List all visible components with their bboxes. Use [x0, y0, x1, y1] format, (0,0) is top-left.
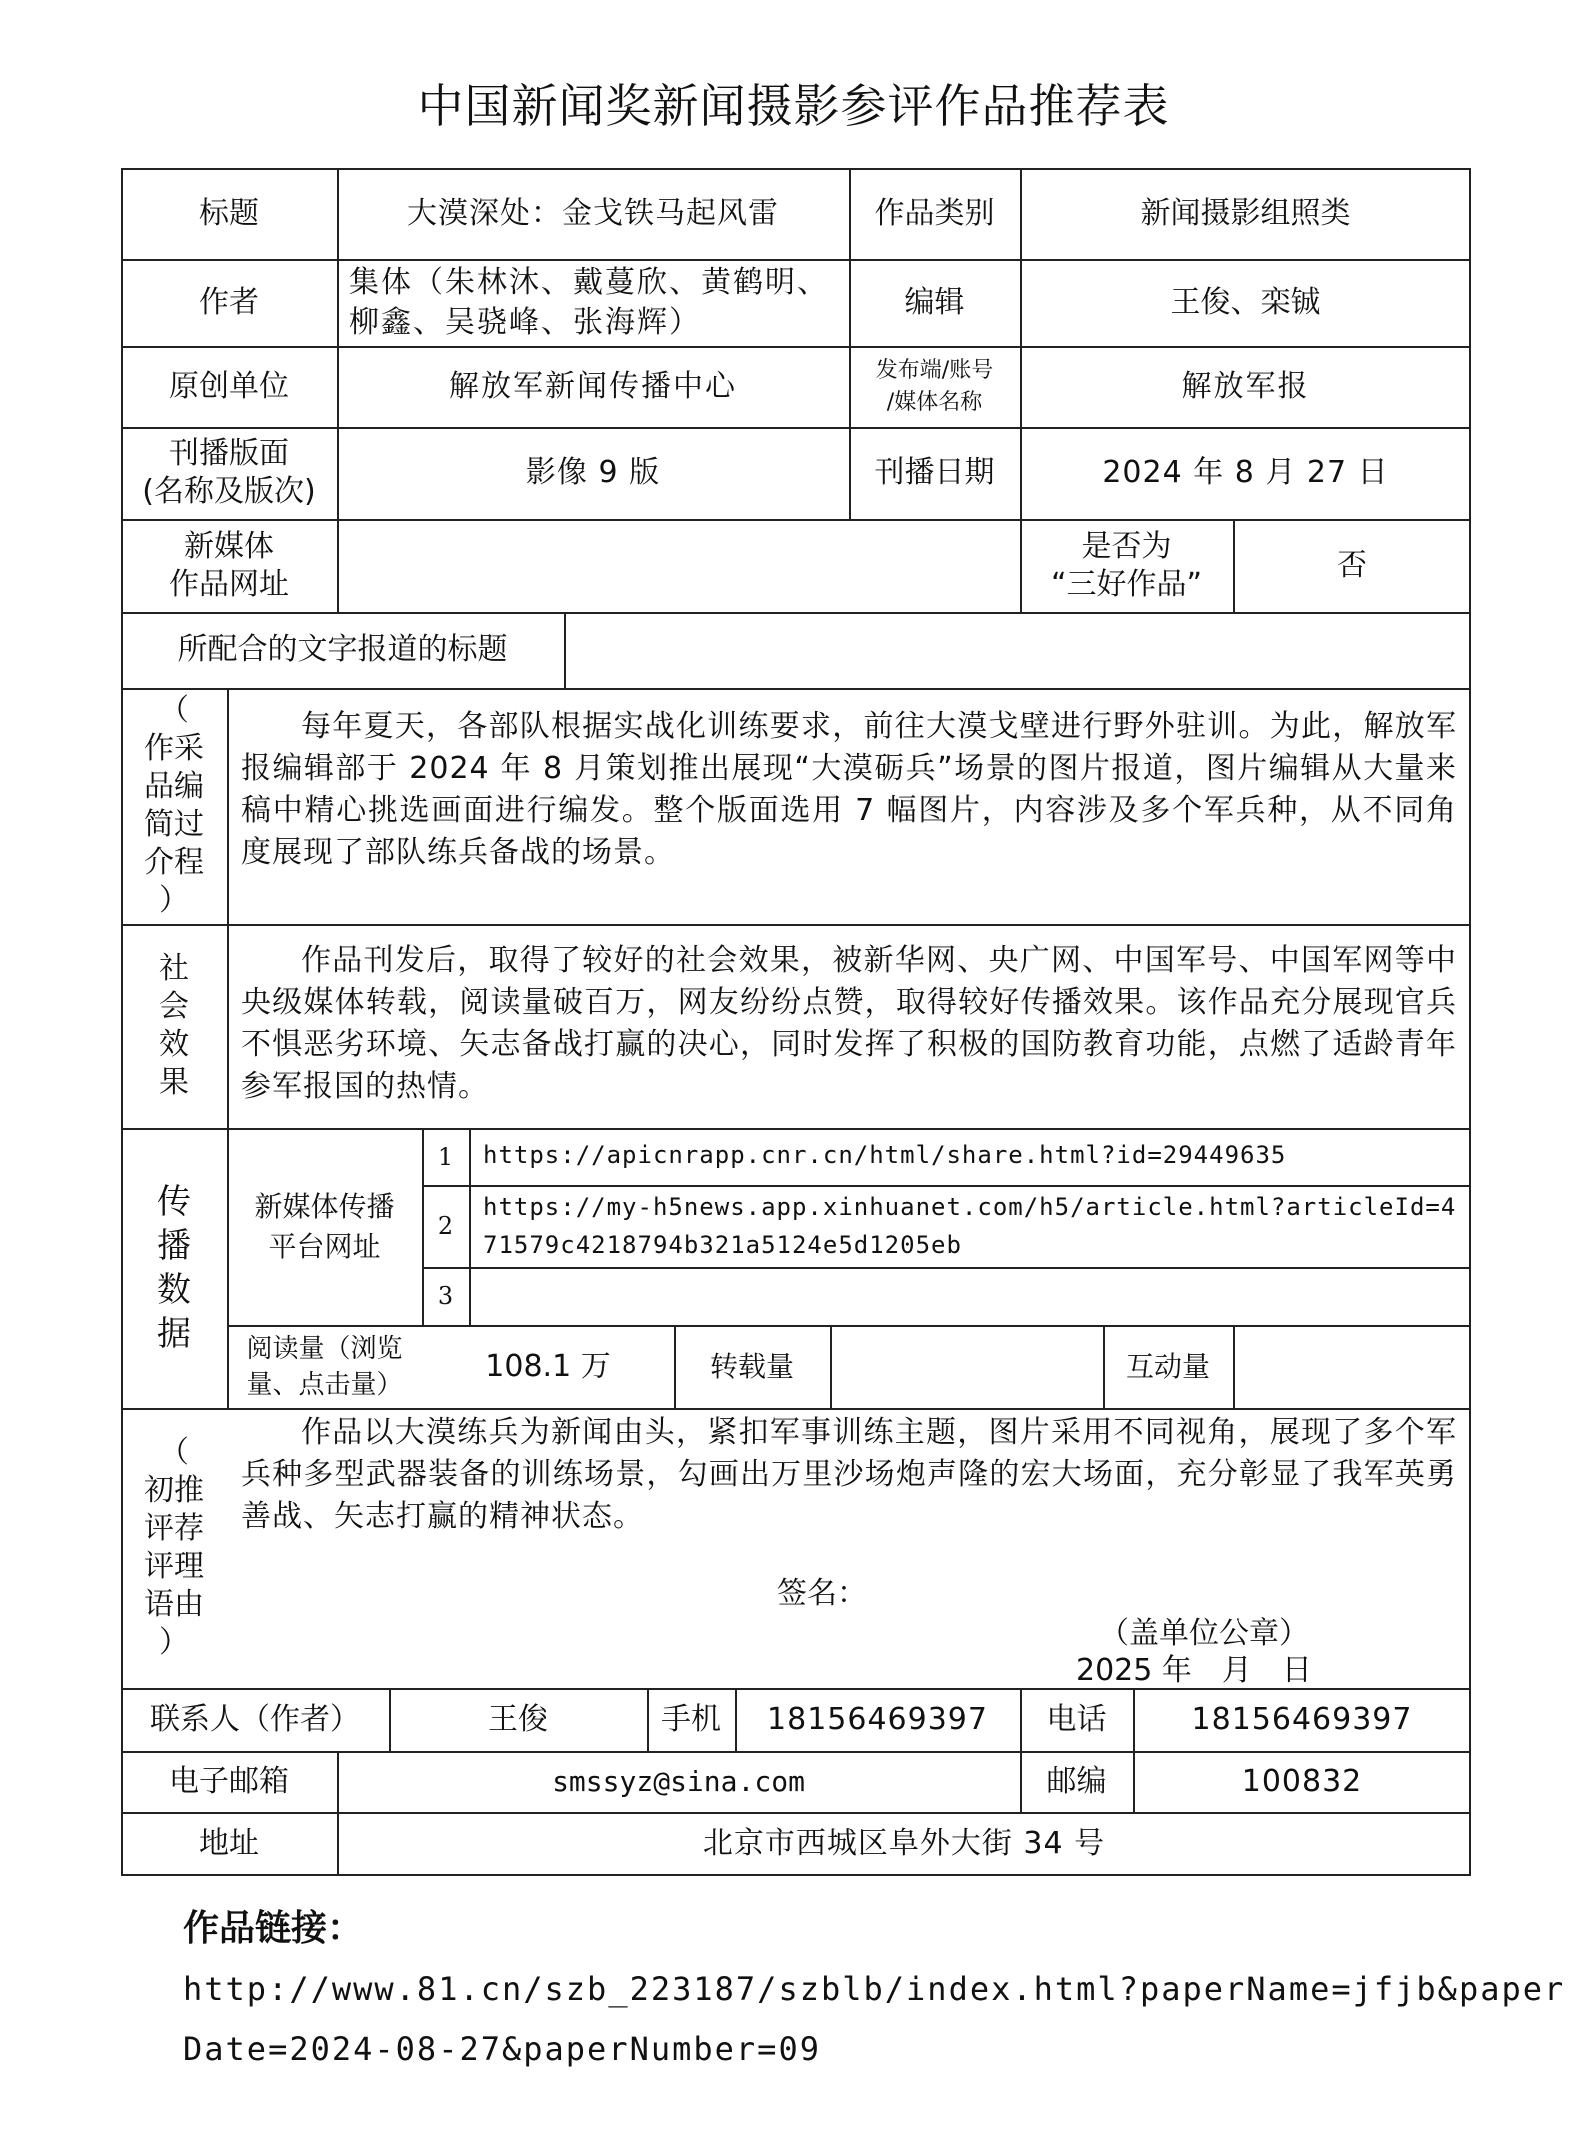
intro-label-line: 品编 — [144, 769, 204, 804]
effect-text: 作品刊发后，取得了较好的社会效果，被新华网、央广网、中国军号、中国军网等中央级媒体转载，阅读量破百万，网友纷纷点赞，取得较好传播效果。该作品充分展现官兵不惧恶劣环境、矢志备战打赢的决心，同时发挥了积极的国防教育功能，点燃了适龄青年参军报国的热情。 — [241, 943, 1457, 1104]
article-value — [564, 612, 1471, 688]
page-label — [121, 427, 337, 519]
category-label: 作品类别 — [874, 195, 995, 231]
platform-url-link[interactable]: https://my-h5news.app.xinhuanet.com/h5/article.html?articleId=471579c4218794b321a5124e5d1205eb — [483, 1193, 1457, 1259]
mobile-label: 手机 — [661, 1701, 721, 1737]
recommend-label — [121, 1408, 227, 1688]
effect-label-line: 效 — [159, 1027, 189, 1062]
interact-label: 互动量 — [1125, 1349, 1210, 1383]
title-label: 标题 — [199, 195, 259, 231]
url-row-number: 3 — [437, 1282, 454, 1310]
recommend-label-line: 语由 — [144, 1587, 204, 1622]
recommend-label-line: 评理 — [144, 1549, 204, 1584]
url-row-number: 2 — [437, 1212, 454, 1240]
platform-url-label-line2: 平台网址 — [268, 1229, 381, 1263]
recommend-text: 作品以大漠练兵为新闻由头，紧扣军事训练主题，图片采用不同视角，展现了多个军兵种多型武器装备的训练场景，勾画出万里沙场炮声隆的宏大场面，充分彰显了我军英勇善战、矢志打赢的精神状态。 — [241, 1415, 1457, 1534]
intro-label-line: 作采 — [144, 731, 204, 766]
recommend-label-line: 初推 — [144, 1473, 204, 1508]
date-value: 2024 年 8 月 27 日 — [1102, 455, 1389, 490]
intro-label-line: ） — [159, 883, 189, 918]
mobile-value: 18156469397 — [767, 1701, 988, 1737]
interact-value — [1233, 1325, 1471, 1408]
author-value: 集体（朱林沐、戴蔓欣、黄鹤明、柳鑫、吴骁峰、张海辉） — [349, 264, 829, 340]
phone-label: 电话 — [1046, 1701, 1107, 1737]
contact-person-value: 王俊 — [488, 1701, 548, 1737]
date-label: 刊播日期 — [874, 455, 995, 490]
intro-label-line: 简过 — [144, 807, 204, 842]
newmedia-label — [121, 519, 337, 612]
sanhao-label-line1: 是否为 — [1081, 528, 1172, 564]
address-label: 地址 — [199, 1826, 259, 1861]
newmedia-value — [337, 519, 1020, 612]
newmedia-label-line1: 新媒体 — [184, 528, 274, 564]
org-label: 原创单位 — [169, 368, 289, 404]
spread-label — [121, 1128, 227, 1408]
spread-label-line: 传 — [157, 1182, 191, 1222]
sanhao-label-line2: “三好作品” — [1050, 566, 1203, 602]
email-label: 电子邮箱 — [169, 1763, 289, 1799]
page-value: 影像 9 版 — [525, 455, 661, 490]
reposts-value — [830, 1325, 1103, 1408]
editor-label: 编辑 — [904, 284, 965, 320]
email-value: smssyz@sina.com — [552, 1764, 805, 1798]
sanhao-value: 否 — [1337, 547, 1367, 583]
article-label: 所配合的文字报道的标题 — [177, 632, 508, 667]
publisher-label-line2: /媒体名称 — [886, 389, 983, 415]
effect-label-line: 社 — [159, 951, 189, 986]
author-label: 作者 — [199, 284, 259, 320]
platform-url-link[interactable]: https://apicnrapp.cnr.cn/html/share.html?id=29449635 — [483, 1141, 1287, 1169]
url-row-number: 1 — [437, 1142, 454, 1171]
intro-text: 每年夏天，各部队根据实战化训练要求，前往大漠戈壁进行野外驻训。为此，解放军报编辑部于 2024 年 8 月策划推出展现“大漠砺兵”场景的图片报道，图片编辑从大量来稿中精心挑选画面进行编发。整个版面选用 7 幅图片，内容涉及多个军兵种，从不同角度展现了部队练兵备战的场景。 — [241, 709, 1457, 870]
zip-value: 100832 — [1241, 1763, 1363, 1799]
recommend-date: 2025 年 月 日 — [1076, 1653, 1312, 1688]
spread-label-line: 数 — [157, 1270, 191, 1310]
spread-label-line: 播 — [157, 1226, 191, 1266]
effect-label-line: 果 — [159, 1065, 189, 1100]
spread-label-line: 据 — [157, 1314, 191, 1354]
intro-label-line: 介程 — [144, 845, 204, 880]
intro-label-line: （ — [159, 693, 189, 728]
publisher-label — [849, 346, 1020, 427]
recommend-label-line: （ — [159, 1435, 189, 1470]
reposts-label: 转载量 — [709, 1349, 794, 1383]
recommend-label-line: ） — [159, 1625, 189, 1660]
work-link-line1[interactable]: http://www.81.cn/szb_223187/szblb/index.html?paperName=jfjb&paper — [183, 1970, 1566, 2008]
seal-note: （盖单位公章） — [1099, 1616, 1309, 1651]
intro-label — [121, 688, 227, 924]
work-link-line2[interactable]: Date=2024-08-27&paperNumber=09 — [183, 2030, 821, 2068]
signature-label: 签名： — [777, 1576, 867, 1611]
zip-label: 邮编 — [1046, 1763, 1107, 1799]
title-value: 大漠深处：金戈铁马起风雷 — [407, 195, 779, 231]
work-links-heading: 作品链接： — [183, 1908, 364, 1949]
category-value: 新闻摄影组照类 — [1140, 195, 1351, 231]
effect-label — [121, 924, 227, 1128]
effect-label-line: 会 — [159, 989, 189, 1024]
reads-label — [227, 1325, 422, 1408]
org-value: 解放军新闻传播中心 — [449, 368, 737, 404]
sanhao-label — [1020, 519, 1233, 612]
address-value: 北京市西城区阜外大街 34 号 — [702, 1826, 1106, 1861]
page-label-line1: 刊播版面 — [169, 436, 289, 471]
reads-value: 108.1 万 — [485, 1348, 611, 1384]
page-title: 中国新闻奖新闻摄影参评作品推荐表 — [417, 79, 1170, 133]
newmedia-label-line2: 作品网址 — [169, 566, 289, 602]
reads-label-line1: 阅读量（浏览 — [246, 1333, 403, 1364]
reads-label-line2: 量、点击量） — [246, 1369, 403, 1400]
publisher-value: 解放军报 — [1181, 368, 1310, 404]
recommendation-form-table — [121, 168, 1471, 1876]
publisher-label-line1: 发布端/账号 — [875, 357, 994, 383]
platform-url-label-line1: 新媒体传播 — [254, 1189, 395, 1223]
contact-person-label: 联系人（作者） — [150, 1701, 360, 1737]
editor-value: 王俊、栾铖 — [1170, 284, 1321, 320]
recommend-label-line: 评荐 — [144, 1511, 204, 1546]
phone-value: 18156469397 — [1191, 1701, 1413, 1737]
platform-url-label — [227, 1128, 422, 1325]
page-label-line2: (名称及版次) — [142, 474, 316, 509]
